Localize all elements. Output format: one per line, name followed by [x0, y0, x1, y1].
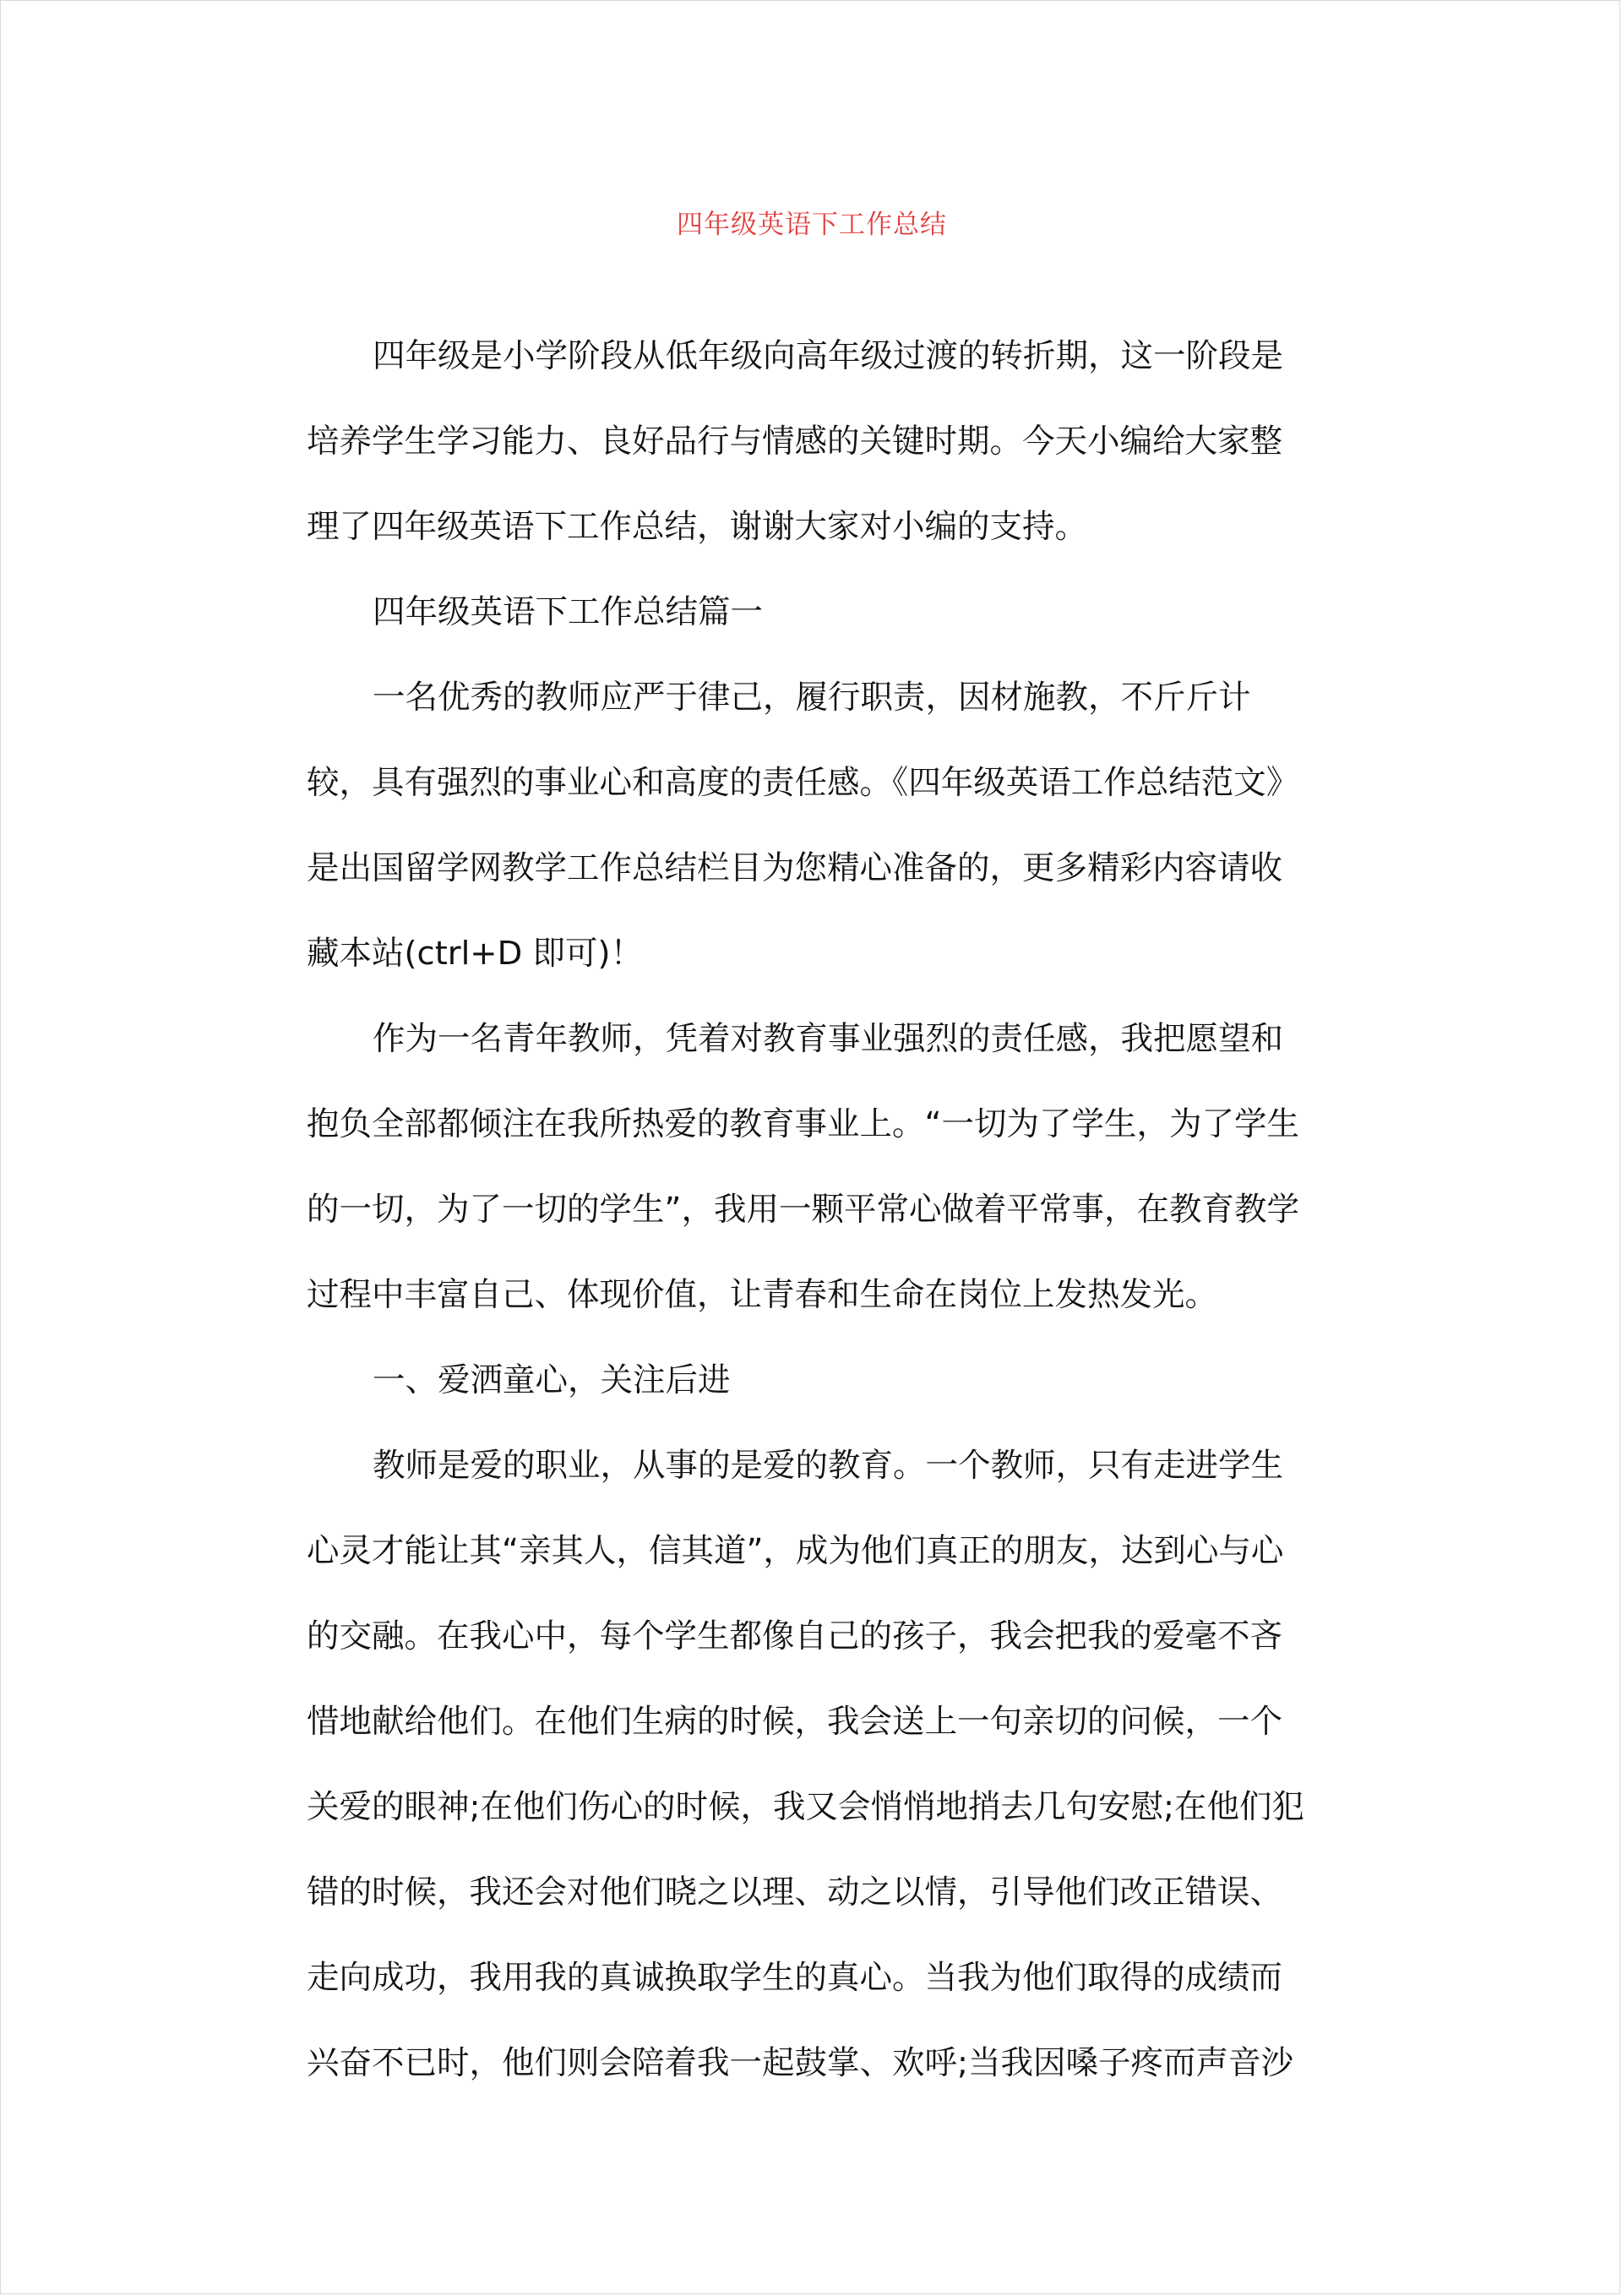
document-title: 四年级英语下工作总结: [677, 210, 947, 240]
text-line: 抱负全部都倾注在我所热爱的教育事业上。“一切为了学生，为了学生: [307, 1105, 1299, 1143]
text-line: 兴奋不已时，他们则会陪着我一起鼓掌、欢呼;当我因嗓子疼而声音沙: [307, 2044, 1293, 2082]
text-line: 走向成功，我用我的真诚换取学生的真心。当我为他们取得的成绩而: [307, 1959, 1283, 1997]
text-line: 是出国留学网教学工作总结栏目为您精心准备的，更多精彩内容请收: [307, 849, 1283, 887]
text-line: 四年级英语下工作总结篇一: [373, 593, 764, 631]
text-line: 作为一名青年教师，凭着对教育事业强烈的责任感，我把愿望和: [373, 1020, 1284, 1058]
text-line: 过程中丰富自己、体现价值，让青春和生命在岗位上发热发光。: [307, 1276, 1218, 1314]
text-line: 四年级是小学阶段从低年级向高年级过渡的转折期，这一阶段是: [373, 337, 1284, 375]
text-line: 培养学生学习能力、良好品行与情感的关键时期。今天小编给大家整: [307, 423, 1283, 461]
text-line: 一名优秀的教师应严于律己，履行职责，因材施教，不斤斤计: [373, 679, 1251, 717]
text-line: 惜地献给他们。在他们生病的时候，我会送上一句亲切的问候，一个: [307, 1703, 1283, 1741]
text-line: 的一切，为了一切的学生”，我用一颗平常心做着平常事，在教育教学: [307, 1191, 1299, 1229]
text-line: 的交融。在我心中，每个学生都像自己的孩子，我会把我的爱毫不吝: [307, 1617, 1283, 1655]
text-line: 藏本站(ctrl+D 即可)！: [307, 935, 643, 973]
text-line: 一、爱洒童心，关注后进: [373, 1361, 731, 1399]
text-line: 心灵才能让其“亲其人，信其道”，成为他们真正的朋友，达到心与心: [307, 1532, 1284, 1570]
text-line: 理了四年级英语下工作总结，谢谢大家对小编的支持。: [307, 508, 1088, 546]
text-line: 错的时候，我还会对他们晓之以理、动之以情，引导他们改正错误、: [307, 1873, 1283, 1912]
document-body: [307, 329, 1325, 2121]
text-line: 教师是爱的职业，从事的是爱的教育。一个教师，只有走进学生: [373, 1447, 1284, 1485]
text-line: 较，具有强烈的事业心和高度的责任感。《四年级英语工作总结范文》: [307, 764, 1299, 802]
text-line: 关爱的眼神;在他们伤心的时候，我又会悄悄地捎去几句安慰;在他们犯: [307, 1788, 1304, 1826]
